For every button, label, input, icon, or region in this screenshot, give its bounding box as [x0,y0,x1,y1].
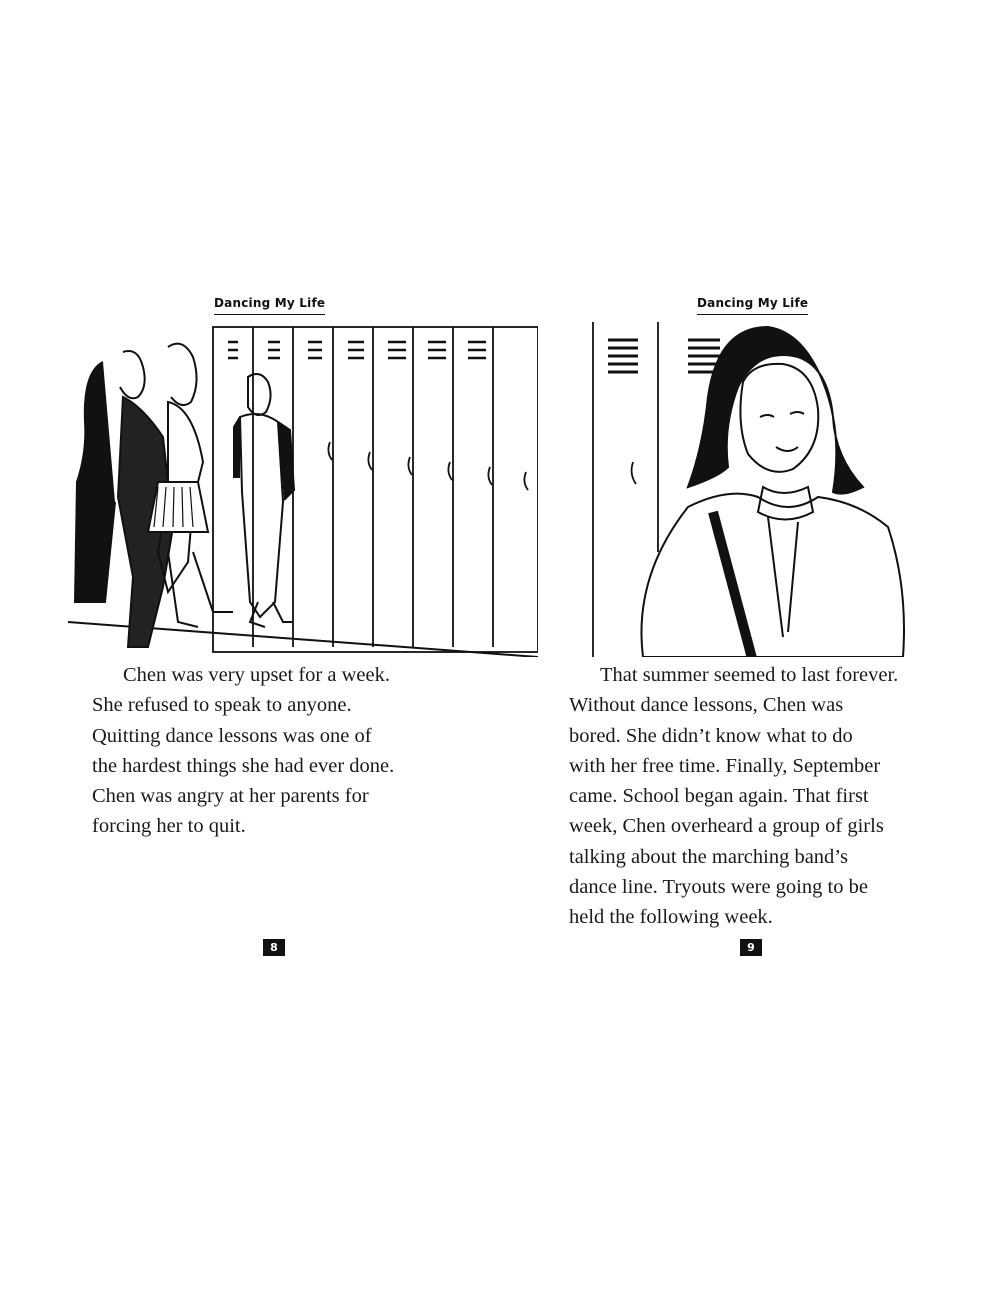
text-line: week, Chen overheard a group of girls [569,815,884,838]
text-line: forcing her to quit. [92,815,246,838]
page-number-right: 9 [740,939,762,956]
running-head-left: Dancing My Life [214,296,325,315]
girl [641,327,904,657]
girl-by-lockers [234,374,294,627]
page-number-left: 8 [263,939,285,956]
lockers-background [593,322,720,657]
text-line: Without dance lessons, Chen was [569,694,844,717]
text-line: came. School began again. That first [569,785,869,808]
text-line: Chen was very upset for a week. [123,664,390,686]
girl-with-backpack-illustration [538,322,932,657]
text-line: bored. She didn’t know what to do [569,724,853,747]
story-text-left [92,660,452,842]
text-line: Quitting dance lessons was one of [92,724,372,747]
text-line: with her free time. Finally, September [569,754,881,777]
text-line: That summer seemed to last forever. [600,664,899,686]
text-line: talking about the marching band’s [569,845,848,868]
hallway-lockers-illustration [68,322,538,657]
text-line: Chen was angry at her parents for [92,785,369,808]
text-line: the hardest things she had ever done. [92,754,395,777]
story-text-right [569,660,949,933]
text-line: held the following week. [569,906,773,929]
text-line: She refused to speak to anyone. [92,694,352,717]
text-line: dance line. Tryouts were going to be [569,876,868,899]
group-of-girls [75,344,233,647]
running-head-right: Dancing My Life [697,296,808,315]
